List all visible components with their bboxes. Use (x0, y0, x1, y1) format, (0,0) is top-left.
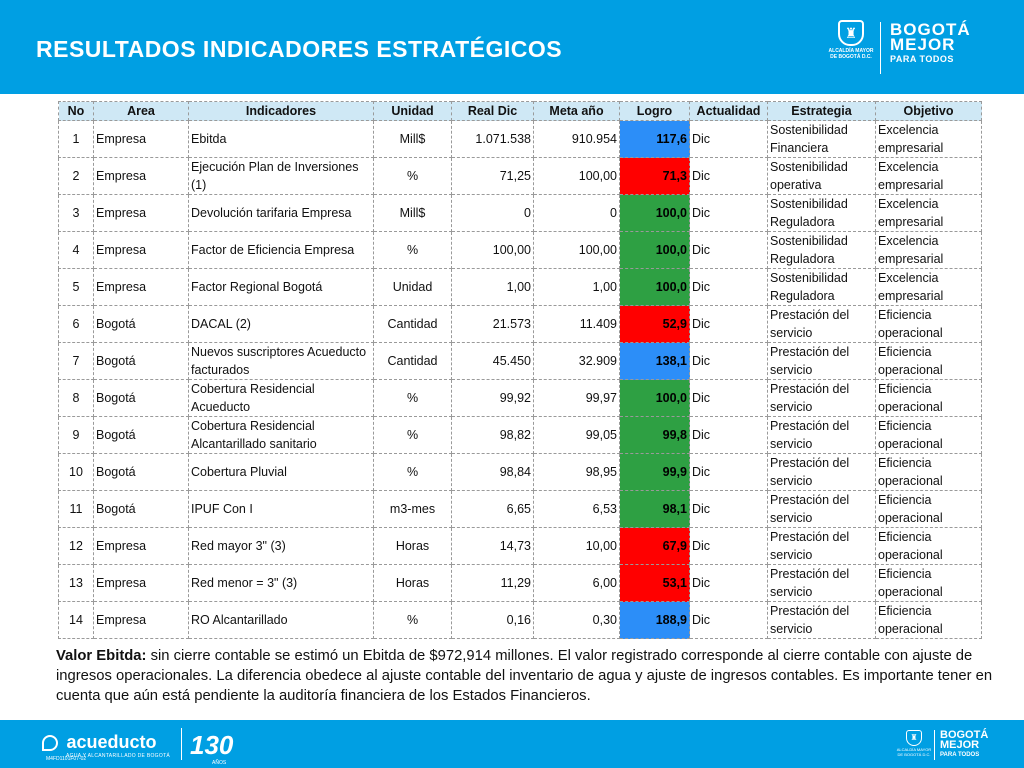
logro-cell: 138,1 (620, 343, 690, 380)
real-dic-cell: 0 (452, 195, 534, 232)
objetivo-cell: Eficiencia operacional (876, 417, 982, 454)
row-number: 4 (59, 232, 94, 269)
area-cell: Empresa (94, 602, 189, 639)
column-header: Logro (620, 102, 690, 121)
area-cell: Empresa (94, 269, 189, 306)
column-header: Real Dic (452, 102, 534, 121)
row-number: 7 (59, 343, 94, 380)
footer-bar (0, 720, 1024, 768)
actualidad-cell: Dic (690, 491, 768, 528)
actualidad-cell: Dic (690, 232, 768, 269)
table-row (59, 232, 982, 269)
unit-cell: Cantidad (374, 306, 452, 343)
unit-cell: % (374, 417, 452, 454)
real-dic-cell: 11,29 (452, 565, 534, 602)
estrategia-cell: Sostenibilidad Reguladora (768, 195, 876, 232)
unit-cell: m3-mes (374, 491, 452, 528)
table-body (59, 121, 982, 639)
meta-cell: 99,97 (534, 380, 620, 417)
estrategia-cell: Sostenibilidad Financiera (768, 121, 876, 158)
table-row (59, 417, 982, 454)
estrategia-cell: Sostenibilidad Reguladora (768, 232, 876, 269)
row-number: 5 (59, 269, 94, 306)
area-cell: Bogotá (94, 380, 189, 417)
table-row (59, 269, 982, 306)
bogota-mejor-logo: BOGOTÁ MEJOR PARA TODOS (890, 20, 971, 64)
logro-cell: 71,3 (620, 158, 690, 195)
real-dic-cell: 6,65 (452, 491, 534, 528)
meta-cell: 0,30 (534, 602, 620, 639)
logro-cell: 99,8 (620, 417, 690, 454)
estrategia-cell: Prestación del servicio (768, 306, 876, 343)
actualidad-cell: Dic (690, 528, 768, 565)
estrategia-cell: Prestación del servicio (768, 343, 876, 380)
unit-cell: Cantidad (374, 343, 452, 380)
actualidad-cell: Dic (690, 565, 768, 602)
indicator-cell: Cobertura Pluvial (189, 454, 374, 491)
objetivo-cell: Excelencia empresarial (876, 121, 982, 158)
row-number: 10 (59, 454, 94, 491)
real-dic-cell: 1.071.538 (452, 121, 534, 158)
objetivo-cell: Eficiencia operacional (876, 380, 982, 417)
acueducto-logo: acueducto AGUA Y ALCANTARILLADO DE BOGOTÁ (42, 732, 170, 759)
unit-cell: % (374, 380, 452, 417)
row-number: 11 (59, 491, 94, 528)
table-header-row (59, 102, 982, 121)
area-cell: Bogotá (94, 306, 189, 343)
objetivo-cell: Eficiencia operacional (876, 306, 982, 343)
anniversary-logo: 130 (190, 730, 234, 760)
real-dic-cell: 14,73 (452, 528, 534, 565)
table-row (59, 380, 982, 417)
column-header: Estrategia (768, 102, 876, 121)
unit-cell: % (374, 602, 452, 639)
logro-cell: 117,6 (620, 121, 690, 158)
note-text: sin cierre contable se estimó un Ebitda de $972,914 millones. El valor registrado corresponde al cierre contable con ajuste de ingresos operacionales. La diferencia obedece al ajuste contable del inventario de agua y ajuste de ingresos contables. Es importante tener en cuenta que aún está pendiente la auditoría financiera de los Estados Financieros. (56, 648, 993, 704)
row-number: 12 (59, 528, 94, 565)
column-header: Objetivo (876, 102, 982, 121)
column-header: No (59, 102, 94, 121)
table-row (59, 565, 982, 602)
meta-cell: 910.954 (534, 121, 620, 158)
actualidad-cell: Dic (690, 121, 768, 158)
indicator-cell: Factor Regional Bogotá (189, 269, 374, 306)
actualidad-cell: Dic (690, 269, 768, 306)
actualidad-cell: Dic (690, 195, 768, 232)
column-header: Indicadores (189, 102, 374, 121)
objetivo-cell: Excelencia empresarial (876, 158, 982, 195)
area-cell: Empresa (94, 565, 189, 602)
estrategia-cell: Prestación del servicio (768, 565, 876, 602)
logo-divider (880, 22, 881, 74)
objetivo-cell: Eficiencia operacional (876, 565, 982, 602)
unit-cell: % (374, 158, 452, 195)
row-number: 14 (59, 602, 94, 639)
estrategia-cell: Sostenibilidad operativa (768, 158, 876, 195)
meta-cell: 100,00 (534, 158, 620, 195)
table-row (59, 491, 982, 528)
meta-cell: 10,00 (534, 528, 620, 565)
column-header: Unidad (374, 102, 452, 121)
row-number: 9 (59, 417, 94, 454)
indicators-table (58, 101, 982, 639)
meta-cell: 11.409 (534, 306, 620, 343)
objetivo-cell: Excelencia empresarial (876, 232, 982, 269)
footer-divider (181, 728, 182, 760)
real-dic-cell: 100,00 (452, 232, 534, 269)
table-row (59, 121, 982, 158)
real-dic-cell: 45.450 (452, 343, 534, 380)
real-dic-cell: 98,82 (452, 417, 534, 454)
meta-cell: 32.909 (534, 343, 620, 380)
row-number: 13 (59, 565, 94, 602)
area-cell: Empresa (94, 195, 189, 232)
unit-cell: Mill$ (374, 195, 452, 232)
objetivo-cell: Eficiencia operacional (876, 491, 982, 528)
actualidad-cell: Dic (690, 380, 768, 417)
coat-of-arms-icon: ♜ (838, 20, 864, 46)
estrategia-cell: Prestación del servicio (768, 528, 876, 565)
area-cell: Empresa (94, 232, 189, 269)
estrategia-cell: Prestación del servicio (768, 602, 876, 639)
real-dic-cell: 99,92 (452, 380, 534, 417)
indicator-cell: RO Alcantarillado (189, 602, 374, 639)
actualidad-cell: Dic (690, 158, 768, 195)
indicator-cell: Nuevos suscriptores Acueducto facturados (189, 343, 374, 380)
indicator-cell: DACAL (2) (189, 306, 374, 343)
area-cell: Empresa (94, 158, 189, 195)
ebitda-note (56, 646, 1008, 706)
meta-cell: 0 (534, 195, 620, 232)
area-cell: Empresa (94, 528, 189, 565)
estrategia-cell: Prestación del servicio (768, 380, 876, 417)
page-title: RESULTADOS INDICADORES ESTRATÉGICOS (36, 36, 563, 62)
logro-cell: 67,9 (620, 528, 690, 565)
objetivo-cell: Eficiencia operacional (876, 343, 982, 380)
column-header: Area (94, 102, 189, 121)
table-row (59, 602, 982, 639)
unit-cell: Horas (374, 528, 452, 565)
indicator-cell: IPUF Con I (189, 491, 374, 528)
indicator-cell: Devolución tarifaria Empresa (189, 195, 374, 232)
meta-cell: 6,53 (534, 491, 620, 528)
area-cell: Bogotá (94, 343, 189, 380)
indicator-cell: Factor de Eficiencia Empresa (189, 232, 374, 269)
unit-cell: Horas (374, 565, 452, 602)
unit-cell: % (374, 454, 452, 491)
real-dic-cell: 98,84 (452, 454, 534, 491)
footer-logo-divider (934, 730, 935, 760)
footer-alcaldia-logo: ♜ ALCALDÍA MAYOR DE BOGOTÁ D.C. (896, 730, 932, 757)
meta-cell: 100,00 (534, 232, 620, 269)
row-number: 3 (59, 195, 94, 232)
water-drop-icon (42, 735, 58, 751)
indicator-cell: Ebitda (189, 121, 374, 158)
real-dic-cell: 21.573 (452, 306, 534, 343)
logro-cell: 188,9 (620, 602, 690, 639)
alcaldia-logo: ♜ ALCALDÍA MAYOR DE BOGOTÁ D.C. (822, 20, 880, 76)
objetivo-cell: Excelencia empresarial (876, 195, 982, 232)
column-header: Meta año (534, 102, 620, 121)
table-row (59, 343, 982, 380)
table-row (59, 195, 982, 232)
note-label: Valor Ebitda: (56, 648, 147, 664)
actualidad-cell: Dic (690, 343, 768, 380)
actualidad-cell: Dic (690, 306, 768, 343)
logro-cell: 53,1 (620, 565, 690, 602)
logro-cell: 52,9 (620, 306, 690, 343)
footer-coat-of-arms-icon: ♜ (906, 730, 922, 746)
estrategia-cell: Prestación del servicio (768, 454, 876, 491)
row-number: 8 (59, 380, 94, 417)
meta-cell: 6,00 (534, 565, 620, 602)
column-header: Actualidad (690, 102, 768, 121)
logro-cell: 98,1 (620, 491, 690, 528)
meta-cell: 1,00 (534, 269, 620, 306)
real-dic-cell: 71,25 (452, 158, 534, 195)
objetivo-cell: Eficiencia operacional (876, 528, 982, 565)
unit-cell: Unidad (374, 269, 452, 306)
objetivo-cell: Eficiencia operacional (876, 602, 982, 639)
table-row (59, 158, 982, 195)
objetivo-cell: Excelencia empresarial (876, 269, 982, 306)
row-number: 1 (59, 121, 94, 158)
unit-cell: Mill$ (374, 121, 452, 158)
unit-cell: % (374, 232, 452, 269)
logro-cell: 100,0 (620, 380, 690, 417)
area-cell: Empresa (94, 121, 189, 158)
estrategia-cell: Prestación del servicio (768, 417, 876, 454)
row-number: 6 (59, 306, 94, 343)
actualidad-cell: Dic (690, 454, 768, 491)
table-row (59, 454, 982, 491)
anniversary-sub: AÑOS (212, 760, 227, 766)
table-row (59, 306, 982, 343)
indicator-cell: Cobertura Residencial Alcantarillado sanitario (189, 417, 374, 454)
meta-cell: 98,95 (534, 454, 620, 491)
area-cell: Bogotá (94, 417, 189, 454)
logro-cell: 100,0 (620, 232, 690, 269)
document-code: M4FD1101F07-02 (46, 756, 87, 762)
estrategia-cell: Prestación del servicio (768, 491, 876, 528)
actualidad-cell: Dic (690, 417, 768, 454)
indicator-cell: Cobertura Residencial Acueducto (189, 380, 374, 417)
header-bar (0, 0, 1024, 94)
area-cell: Bogotá (94, 454, 189, 491)
footer-bogota-mejor-logo: BOGOTÁ MEJOR PARA TODOS (940, 729, 989, 758)
objetivo-cell: Eficiencia operacional (876, 454, 982, 491)
indicators-table-container (58, 101, 965, 639)
real-dic-cell: 1,00 (452, 269, 534, 306)
area-cell: Bogotá (94, 491, 189, 528)
estrategia-cell: Sostenibilidad Reguladora (768, 269, 876, 306)
indicator-cell: Red menor = 3" (3) (189, 565, 374, 602)
logro-cell: 99,9 (620, 454, 690, 491)
actualidad-cell: Dic (690, 602, 768, 639)
logro-cell: 100,0 (620, 195, 690, 232)
row-number: 2 (59, 158, 94, 195)
indicator-cell: Ejecución Plan de Inversiones (1) (189, 158, 374, 195)
table-row (59, 528, 982, 565)
logro-cell: 100,0 (620, 269, 690, 306)
indicator-cell: Red mayor 3" (3) (189, 528, 374, 565)
real-dic-cell: 0,16 (452, 602, 534, 639)
meta-cell: 99,05 (534, 417, 620, 454)
